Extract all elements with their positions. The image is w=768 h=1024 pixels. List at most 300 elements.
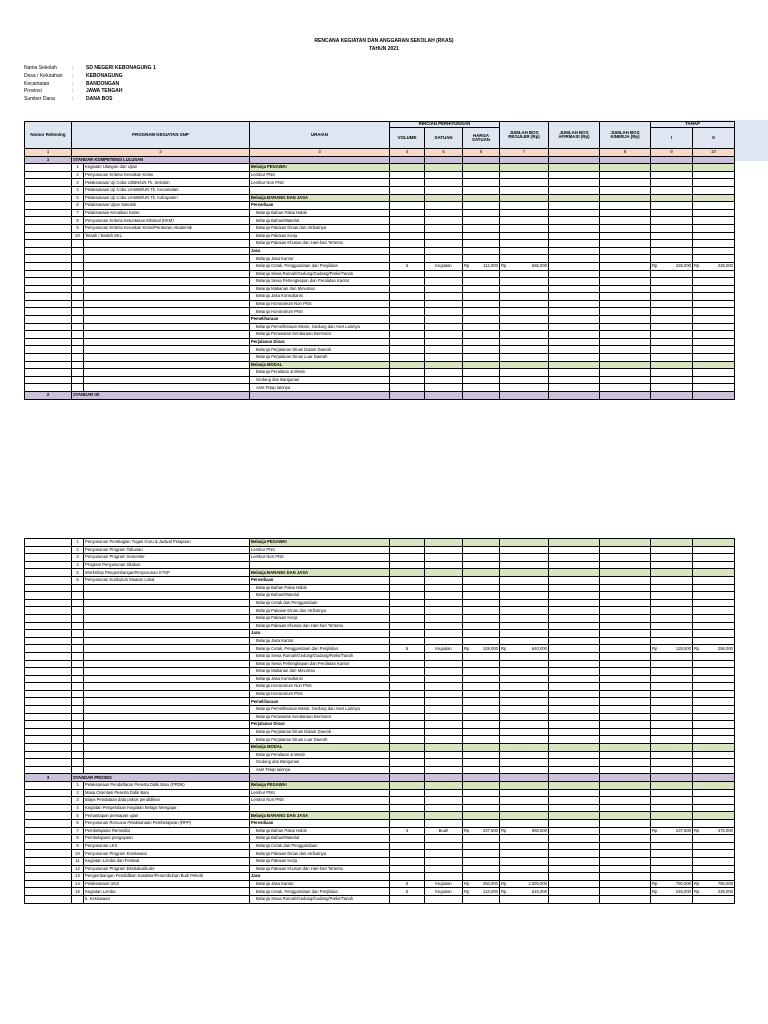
uraian-item [250,804,390,812]
account-number [25,224,72,232]
tahap-1-value [651,728,693,736]
volume [390,300,425,308]
uraian-item: Belanja Sewa Rumah/Gedung/Gudang/Parkir/Tanah [250,270,390,278]
satuan [425,630,463,638]
jumlah-bos-reguler [500,690,549,698]
jumlah-bos-afirmasi [549,614,600,622]
account-number [25,164,72,172]
jumlah-bos-afirmasi [549,668,600,676]
uraian-item: Belanja Cetak dan Penggandaan [250,599,390,607]
jumlah-bos-reguler [500,652,549,660]
uraian-item: Lembur PNS [250,171,390,179]
account-number [25,171,72,179]
tahap-2-value [693,361,735,369]
account-number [25,819,72,827]
jumlah-bos-afirmasi [549,827,600,835]
jumlah-bos-afirmasi [549,751,600,759]
harga-satuan [463,285,500,293]
item-number [72,630,84,638]
jumlah-bos-reguler [500,270,549,278]
satuan [425,782,463,790]
tahap-2-value [693,376,735,384]
tahap-1-value [651,217,693,225]
harga-satuan: Rp 237,500 [464,827,498,833]
account-number [25,675,72,683]
account-number [25,308,72,316]
uraian-item: Belanja Makanan dan Minuman [250,668,390,676]
item-number: 5 [72,194,84,202]
jumlah-bos-kinerja [600,637,651,645]
uraian-item: Belanja Pakaian Kerja [250,614,390,622]
account-number [25,797,72,805]
tahap-1-value [651,338,693,346]
table-row [25,835,735,843]
uraian-item: Belanja Perawatan Kendaraan Bermotor [250,331,390,339]
tahap-2-value [693,744,735,752]
item-number: 8 [72,217,84,225]
tahap-2-value [693,270,735,278]
empty-cell [500,156,549,164]
volume [390,842,425,850]
jumlah-bos-reguler [500,607,549,615]
program-name [84,247,250,255]
jumlah-bos-kinerja [600,850,651,858]
uraian-item: Belanja Cetak, Penggandaan dan Penjilidan [250,888,390,896]
program-name: Biaya Pendataan data pokok pendidikan [84,797,250,805]
program-name: Pembelajaran pengayaan [84,835,250,843]
account-number [25,804,72,812]
jumlah-bos-afirmasi [549,232,600,240]
item-number [72,645,84,653]
uraian-item: Aset Tetap lainnya [250,766,390,774]
tahap-2-value [693,698,735,706]
table-row [25,576,735,584]
table-row [25,804,735,812]
item-number: 15 [72,888,84,896]
tahap-2-value [693,224,735,232]
jumlah-bos-afirmasi [549,308,600,316]
item-number [72,285,84,293]
item-number [72,369,84,377]
uraian-item: Belanja Bahan Pakai Habis [250,584,390,592]
item-number [72,270,84,278]
jumlah-bos-reguler [500,744,549,752]
program-name [84,713,250,721]
satuan [425,285,463,293]
tahap-1-value [651,539,693,547]
item-number [72,376,84,384]
harga-satuan [463,690,500,698]
satuan [425,232,463,240]
tahap-1-value [651,270,693,278]
jumlah-bos-reguler [500,857,549,865]
jumlah-bos-reguler [500,804,549,812]
item-number [72,338,84,346]
column-number: 2 [72,149,250,157]
item-number [72,247,84,255]
info-label: Provinsi [24,88,42,95]
account-number [25,247,72,255]
tahap-1-value [651,744,693,752]
item-number [72,683,84,691]
table-row [25,224,735,232]
satuan [425,209,463,217]
account-number [25,232,72,240]
jumlah-bos-afirmasi [549,323,600,331]
table-row [25,384,735,392]
harga-satuan [463,599,500,607]
table-row [25,285,735,293]
jumlah-bos-kinerja [600,736,651,744]
item-number [72,713,84,721]
jumlah-bos-afirmasi [549,607,600,615]
uraian-item: Belanja Pakaian Dinas dan Atributnya [250,607,390,615]
account-number [25,850,72,858]
jumlah-bos-afirmasi [549,873,600,881]
jumlah-bos-kinerja [600,607,651,615]
uraian-item: Belanja Perawatan Kendaraan Bermotor [250,713,390,721]
jumlah-bos-reguler [500,224,549,232]
uraian-item: Belanja Jasa Konsultansi [250,675,390,683]
volume [390,376,425,384]
tahap-1-value [651,179,693,187]
tahap-2-value [693,293,735,301]
uraian-item: Belanja Sewa Rumah/Gedung/Gudang/Parkir/Tanah [250,652,390,660]
jumlah-bos-kinerja [600,789,651,797]
uraian-item: Belanja Bahan/Material [250,835,390,843]
program-name [84,255,250,263]
jumlah-bos-kinerja [600,164,651,172]
table-row [25,607,735,615]
satuan [425,736,463,744]
program-name: Penyusunan Program Semester [84,554,250,562]
item-number [72,721,84,729]
account-number [25,338,72,346]
volume [390,804,425,812]
harga-satuan [463,630,500,638]
table-row [25,873,735,881]
table-row [25,247,735,255]
uraian-item: Belanja Perjalanan Dinas Dalam Daerah [250,728,390,736]
satuan [425,384,463,392]
table-row [25,850,735,858]
account-number [25,607,72,615]
jumlah-bos-afirmasi [549,690,600,698]
account-number [25,744,72,752]
jumlah-bos-reguler [500,293,549,301]
jumlah-bos-reguler [500,361,549,369]
item-number [72,614,84,622]
volume [390,850,425,858]
satuan [425,346,463,354]
table-row [25,171,735,179]
jumlah-bos-reguler [500,346,549,354]
item-number [72,736,84,744]
info-label: Nama Sekolah [24,65,57,71]
satuan [425,744,463,752]
tahap-2-value [693,194,735,202]
uraian-item: Belanja Honorarium PNS [250,690,390,698]
header-rincian: RINCIAN PERHITUNGAN [390,122,500,128]
uraian-item: Lembur Non PNS [250,554,390,562]
satuan [425,652,463,660]
jumlah-bos-reguler [500,561,549,569]
tahap-2-value [693,683,735,691]
program-name [84,592,250,600]
program-name: Penyusunan Program Tahunan [84,546,250,554]
uraian-item: Persediaan [250,202,390,210]
table-row [25,186,735,194]
jumlah-bos-afirmasi [549,713,600,721]
account-number [25,865,72,873]
tahap-1-value [651,804,693,812]
header-tahap: TAHAP [651,122,735,128]
item-number: 3 [72,797,84,805]
tahap-2-value [693,599,735,607]
column-number: 5 [425,149,463,157]
account-number [25,683,72,691]
volume [390,857,425,865]
uraian-item: Jasa [250,873,390,881]
item-number: 14 [72,880,84,888]
account-number [25,592,72,600]
harga-satuan [463,338,500,346]
uraian-item: Aset Tetap lainnya [250,384,390,392]
jumlah-bos-reguler [500,179,549,187]
jumlah-bos-kinerja [600,323,651,331]
jumlah-bos-kinerja [600,698,651,706]
item-number [72,751,84,759]
tahap-2-value [693,789,735,797]
program-name [84,323,250,331]
program-name: Telaah / Bedah SKL [84,232,250,240]
item-number: 5 [72,569,84,577]
tahap-1-value [651,873,693,881]
info-colon: : [72,65,74,71]
account-number [25,217,72,225]
table-row [25,797,735,805]
uraian-item: Belanja Pemeliharaan Mesin, Gedung dan Aset Lainnya [250,323,390,331]
column-number: 6 [463,149,500,157]
empty-cell [390,156,425,164]
program-name [84,706,250,714]
harga-satuan [463,546,500,554]
tahap-1-value [651,278,693,286]
volume [390,652,425,660]
jumlah-bos-afirmasi [549,759,600,767]
satuan: Kegiatan [425,888,463,896]
jumlah-bos-afirmasi [549,186,600,194]
jumlah-bos-reguler [500,209,549,217]
tahap-2-value [693,873,735,881]
uraian-item: Belanja Sewa Perlengkapan dan Peralatan Kantor [250,278,390,286]
table-row [25,316,735,324]
jumlah-bos-afirmasi [549,270,600,278]
jumlah-bos-reguler [500,721,549,729]
program-name [84,698,250,706]
jumlah-bos-kinerja [600,660,651,668]
program-name: Pelaksanaan Uji Coba USBN/UN Tk. Sekolah [84,179,250,187]
tahap-1-value [651,308,693,316]
satuan [425,576,463,584]
tahap-2-value [693,539,735,547]
jumlah-bos-afirmasi [549,346,600,354]
info-colon: : [72,96,74,103]
tahap-1-value [651,721,693,729]
harga-satuan [463,376,500,384]
harga-satuan [463,316,500,324]
tahap-2-value [693,209,735,217]
account-number [25,354,72,362]
item-number [72,592,84,600]
jumlah-bos-afirmasi [549,569,600,577]
table-row [25,690,735,698]
jumlah-bos-kinerja [600,384,651,392]
harga-satuan [463,736,500,744]
item-number [72,690,84,698]
jumlah-bos-reguler [500,683,549,691]
jumlah-bos-afirmasi [549,721,600,729]
account-number [25,202,72,210]
tahap-2-value [693,835,735,843]
account-number [25,569,72,577]
uraian-item: Belanja Bahan/Material [250,217,390,225]
jumlah-bos-afirmasi [549,819,600,827]
tahap-1-value [651,376,693,384]
satuan [425,751,463,759]
column-number [549,149,600,157]
tahap-1-value [651,713,693,721]
program-name: Penyusunan Program Ekstrakurikuler [84,865,250,873]
program-name [84,721,250,729]
uraian-item: Belanja Pemeliharaan Mesin, Gedung dan Aset Lainnya [250,706,390,714]
uraian-item: Belanja Bahan Pakai Habis [250,827,390,835]
volume [390,690,425,698]
harga-satuan [463,179,500,187]
program-name [84,599,250,607]
harga-satuan [463,202,500,210]
satuan [425,224,463,232]
program-name [84,744,250,752]
harga-satuan [463,652,500,660]
item-number [72,675,84,683]
harga-satuan: Rp 112,000 [464,263,498,269]
uraian-item: Belanja Pakaian Khusus dan Hari-hari Tertentu [250,240,390,248]
volume [390,744,425,752]
table-row [25,209,735,217]
empty-cell [425,774,463,782]
tahap-1-value: Rp 237,500 [652,827,691,833]
jumlah-bos-reguler [500,819,549,827]
tahap-1-value: Rp 750,000 [652,880,691,886]
jumlah-bos-reguler [500,194,549,202]
volume [390,179,425,187]
item-number: 7 [72,209,84,217]
jumlah-bos-reguler [500,576,549,584]
account-number [25,652,72,660]
tahap-1-value [651,369,693,377]
jumlah-bos-afirmasi [549,584,600,592]
tahap-2-value [693,354,735,362]
volume [390,369,425,377]
item-number [72,706,84,714]
account-number [25,812,72,820]
account-number [25,270,72,278]
jumlah-bos-kinerja [600,285,651,293]
item-number [72,637,84,645]
harga-satuan [463,895,500,903]
volume: 5 [390,888,425,896]
item-number: 4 [72,561,84,569]
program-name: Program Penyusunan Silabus [84,561,250,569]
table-row [25,728,735,736]
tahap-1-value [651,857,693,865]
tahap-1-value [651,569,693,577]
jumlah-bos-kinerja [600,338,651,346]
harga-satuan [463,232,500,240]
jumlah-bos-afirmasi [549,797,600,805]
empty-cell [651,774,693,782]
table-row [25,584,735,592]
tahap-2-value [693,300,735,308]
jumlah-bos-kinerja [600,668,651,676]
jumlah-bos-kinerja [600,202,651,210]
item-number [72,698,84,706]
volume [390,338,425,346]
satuan [425,354,463,362]
jumlah-bos-kinerja [600,797,651,805]
jumlah-bos-afirmasi [549,255,600,263]
jumlah-bos-reguler: Rp 950,000 [501,827,547,833]
volume [390,354,425,362]
document-title: RENCANA KEGIATAN DAN ANGGARAN SEKOLAH (RKAS) [314,38,454,44]
account-number [25,766,72,774]
jumlah-bos-kinerja [600,240,651,248]
table-row [25,751,735,759]
jumlah-bos-afirmasi [549,224,600,232]
jumlah-bos-kinerja [600,346,651,354]
tahap-1-value [651,202,693,210]
table-row [25,539,735,547]
tahap-2-value [693,255,735,263]
satuan [425,812,463,820]
jumlah-bos-kinerja [600,171,651,179]
volume [390,660,425,668]
harga-satuan [463,668,500,676]
jumlah-bos-reguler [500,308,549,316]
jumlah-bos-kinerja [600,835,651,843]
jumlah-bos-reguler [500,622,549,630]
jumlah-bos-reguler [500,797,549,805]
program-name: Pelaksanaan Uji Coba UASBN/UN Tk. Kabupaten [84,194,250,202]
tahap-2-value [693,546,735,554]
info-label: Desa / Kelurahan [24,72,63,79]
jumlah-bos-kinerja [600,645,651,653]
tahap-1-value [651,171,693,179]
satuan [425,873,463,881]
tahap-1-value [651,584,693,592]
satuan [425,721,463,729]
program-name: Kegiatan Pengelolaan Kegiatan Belajar Mengajar : [84,804,250,812]
empty-cell [425,156,463,164]
account-number [25,278,72,286]
volume [390,232,425,240]
tahap-2-value [693,652,735,660]
jumlah-bos-afirmasi [549,652,600,660]
jumlah-bos-reguler [500,278,549,286]
empty-cell [693,392,735,400]
uraian-item: Belanja Pakaian Khusus dan Hari-hari Tertentu [250,865,390,873]
